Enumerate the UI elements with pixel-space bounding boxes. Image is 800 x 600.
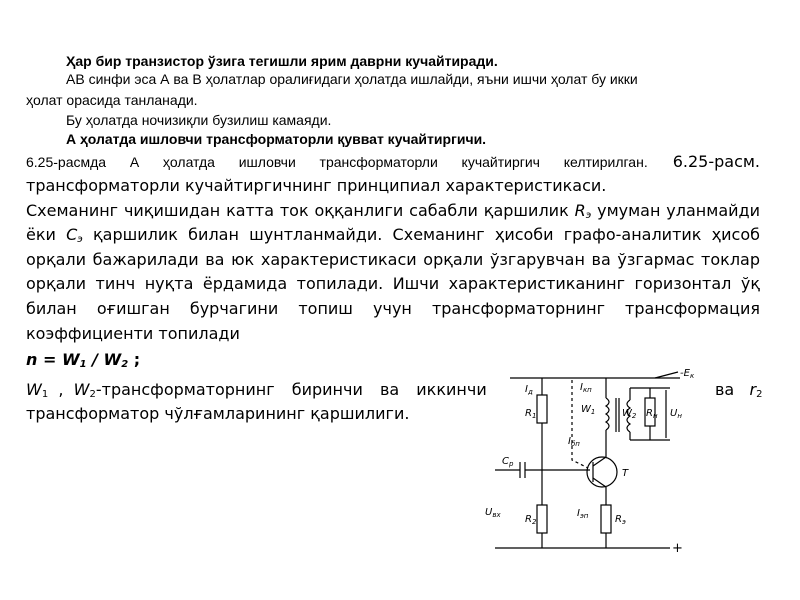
label-ek: $-E_к$ <box>680 368 695 380</box>
label-un: $U_н$ <box>670 408 682 420</box>
amplifier-circuit-diagram <box>480 360 720 560</box>
paragraph-windings-line1-left: $W_1$ , $W_2$-трансформаторнинг биринчи ва иккинчи <box>26 380 487 400</box>
scheme-text: Схеманинг чиқишидан катта ток оққанлиги сабабли қаршилик <box>26 201 569 220</box>
label-rn: $R_н$ <box>646 408 658 420</box>
formula-n: n <box>26 350 38 369</box>
winding-w1 <box>606 398 609 430</box>
paragraph-scheme-line2 <box>26 223 760 247</box>
paragraph-windings-line2: трансформатор чўлғамларининг қаршилиги. <box>26 404 410 423</box>
resistor-re <box>601 505 611 533</box>
paragraph-windings-line1-right: ва $r_2$ <box>715 380 763 400</box>
figure-ref-label: 6.25-расм. <box>672 152 761 171</box>
scheme-text: умуман уланмайди <box>597 201 760 220</box>
label-cr: $C_р$ <box>502 456 514 468</box>
label-r2: $R_2$ <box>525 514 537 526</box>
label-uvx: $U_{вх}$ <box>485 507 501 519</box>
label-ikp: $I_{кп}$ <box>580 382 592 394</box>
formula-w2: W <box>103 350 122 369</box>
paragraph-figure-ref-line1 <box>26 150 760 174</box>
paragraph-scheme-line1 <box>26 199 760 223</box>
label-ibp: $I_{бп}$ <box>568 436 580 448</box>
circuit-wires <box>495 372 680 548</box>
scheme-text: ёки <box>26 225 56 244</box>
label-w1: $W_1$ <box>581 404 596 416</box>
symbol-ce: $C_э$ <box>66 225 83 245</box>
formula-semicolon: ; <box>128 350 141 369</box>
paragraph-scheme-line3: орқали бажарилади ва юк характеристикаси орқали ўзгарувчан ва ўзгармас токлар <box>26 250 760 269</box>
paragraph-ab-class-line2: ҳолат орасида танланади. <box>26 92 198 108</box>
label-re: $R_э$ <box>615 514 626 526</box>
label-transistor-t: T <box>622 468 629 479</box>
scheme-text: қаршилик билан шунтланмайди. Схеманинг ҳисоби графо-аналитик ҳисоб <box>93 225 760 244</box>
paragraph-ab-class-line1: АВ синфи эса А ва В ҳолатлар оралиғидаги ҳолатда ишлайди, яъни ишчи ҳолат бу икки <box>66 71 638 87</box>
label-r1: $R_1$ <box>525 408 537 420</box>
label-id: $I_д$ <box>525 384 533 396</box>
resistor-r2 <box>537 505 547 533</box>
transistor-body <box>587 457 617 487</box>
paragraph-scheme-line4: орқали тинч нуқта ёрдамида топилади. Ишчи характеристиканинг горизонтал ўқ <box>26 274 760 293</box>
formula-w1: W <box>61 350 80 369</box>
diagram-background-mask <box>490 370 690 375</box>
formula-divide: / <box>86 350 104 369</box>
formula-transformation-ratio: $n = W_1 / W_2$ ; <box>26 350 141 370</box>
paragraph-transistor-half-period: Ҳар бир транзистор ўзига тегишли ярим даврни кучайтиради. <box>66 53 498 69</box>
section-heading-amplifier: А ҳолатда ишловчи трансформаторли қувват кучайтиргичи. <box>66 131 487 147</box>
paragraph-distortion: Бу ҳолатда ночизиқли бузилиш камаяди. <box>66 112 332 128</box>
resistor-r1 <box>537 395 547 423</box>
label-iep: $I_{эп}$ <box>577 508 589 520</box>
paragraph-figure-ref-line2: трансформаторли кучайтиргичнинг принципиал характеристикаси. <box>26 176 607 195</box>
circuit-labels <box>485 368 695 556</box>
formula-equals: = <box>37 350 62 369</box>
label-plus: + <box>672 541 683 556</box>
paragraph-scheme-line6: коэффициенти топилади <box>26 324 240 343</box>
paragraph-scheme-line5: билан оғишган бурчагини топиш учун трансформаторнинг трансформация <box>26 299 760 318</box>
figure-ref-text: 6.25-расмда А ҳолатда ишловчи трансформаторли кучайтиргич келтирилган. <box>26 154 648 170</box>
label-w2: $W_2$ <box>622 408 637 420</box>
symbol-re: $R_э$ <box>574 201 592 221</box>
